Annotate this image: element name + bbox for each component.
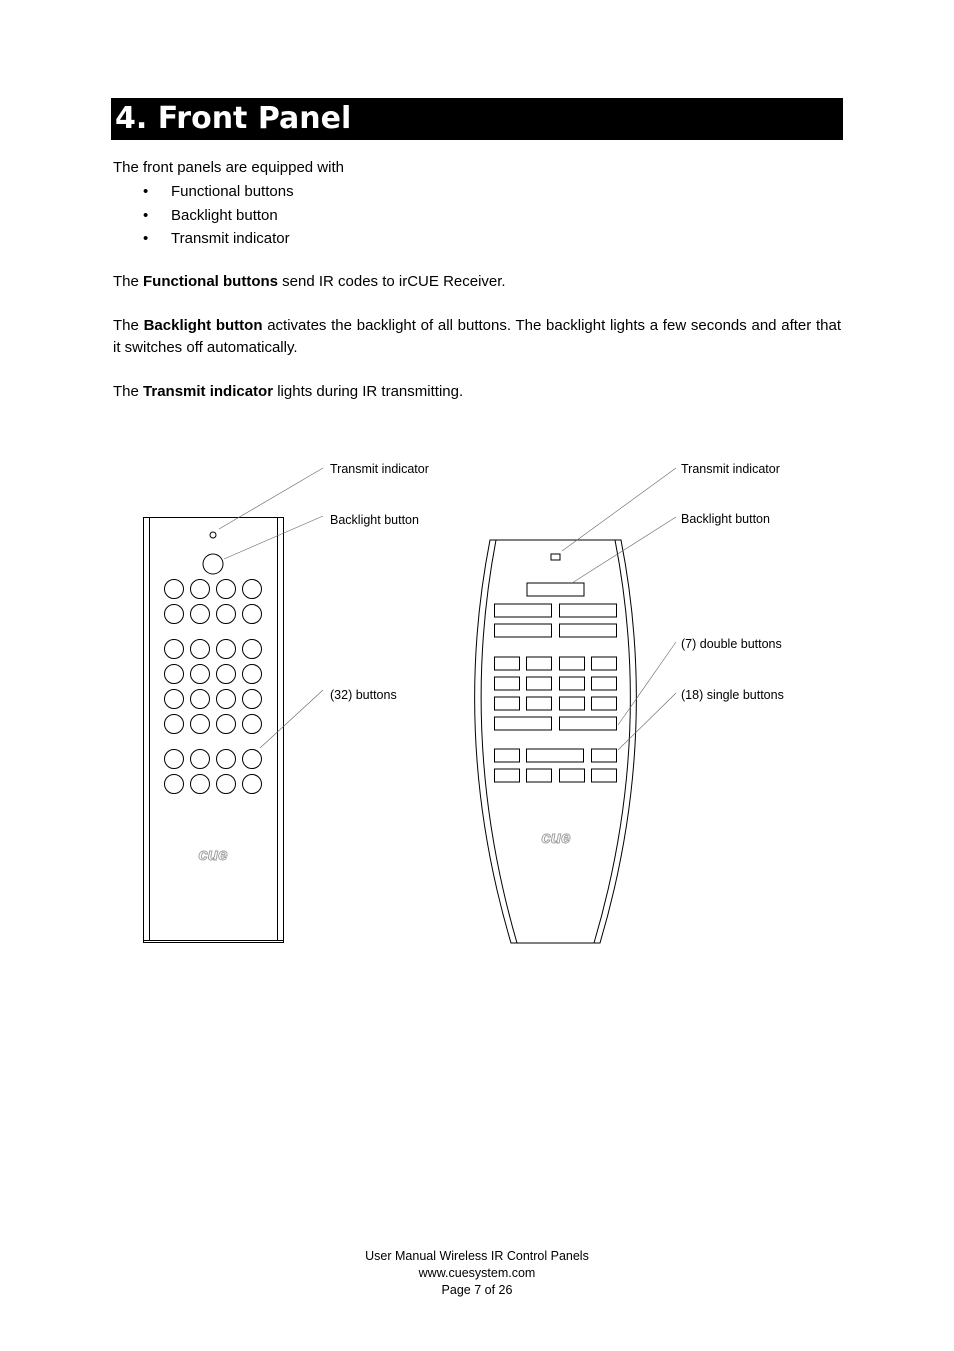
double-button <box>495 604 552 617</box>
double-button <box>560 604 617 617</box>
round-button <box>191 640 210 659</box>
round-button <box>165 715 184 734</box>
round-button <box>191 605 210 624</box>
round-button <box>217 665 236 684</box>
transmit-indicator-icon <box>551 554 560 560</box>
paragraph-backlight-button: The Backlight button activates the backlight of all buttons. The backlight lights a few seconds and after that it switches off automatically. <box>113 317 842 356</box>
round-button <box>191 715 210 734</box>
round-button <box>243 640 262 659</box>
single-button <box>560 677 585 690</box>
round-button <box>217 580 236 599</box>
round-button <box>243 775 262 794</box>
round-button <box>191 775 210 794</box>
transmit-indicator-icon <box>210 532 216 538</box>
round-button <box>191 750 210 769</box>
double-button <box>560 717 617 730</box>
single-button <box>560 769 585 782</box>
list-item: • Functional buttons <box>113 180 294 204</box>
single-button <box>560 697 585 710</box>
bullet-icon: • <box>143 183 149 200</box>
round-button <box>243 580 262 599</box>
round-button-grid <box>165 580 262 794</box>
footer-title: User Manual Wireless IR Control Panels <box>365 1249 589 1263</box>
round-button <box>165 580 184 599</box>
round-button <box>243 715 262 734</box>
round-button <box>217 750 236 769</box>
label-transmit-indicator: Transmit indicator <box>330 462 429 476</box>
round-button <box>243 750 262 769</box>
single-button <box>495 697 520 710</box>
list-item: • Backlight button <box>113 204 294 228</box>
label-32-buttons: (32) buttons <box>330 688 397 702</box>
cue-logo: cue <box>541 828 571 847</box>
backlight-button-icon <box>203 554 223 574</box>
single-button <box>527 657 552 670</box>
backlight-button-icon <box>527 583 584 596</box>
round-button <box>165 775 184 794</box>
bullet-icon: • <box>143 206 149 224</box>
round-button <box>217 715 236 734</box>
paragraph-functional-buttons: The Functional buttons send IR codes to irCUE Receiver. <box>113 273 506 290</box>
section-heading-text: 4. Front Panel <box>115 101 352 136</box>
single-button <box>592 769 617 782</box>
label-backlight-button: Backlight button <box>681 512 770 526</box>
single-button <box>592 677 617 690</box>
round-button <box>243 690 262 709</box>
round-button <box>217 775 236 794</box>
round-button <box>165 605 184 624</box>
rect-button-grid <box>495 604 617 782</box>
single-button <box>560 657 585 670</box>
round-button <box>243 605 262 624</box>
bullet-icon: • <box>143 230 149 247</box>
round-button <box>191 690 210 709</box>
list-item: • Transmit indicator <box>113 227 294 251</box>
label-double-buttons: (7) double buttons <box>681 637 782 651</box>
single-button <box>592 749 617 762</box>
footer-website: www.cuesystem.com <box>418 1266 536 1280</box>
round-button <box>191 665 210 684</box>
double-button <box>495 717 552 730</box>
intro-text: The front panels are equipped with <box>113 159 344 176</box>
double-button <box>560 624 617 637</box>
round-button <box>165 750 184 769</box>
single-button <box>495 677 520 690</box>
label-backlight-button: Backlight button <box>330 513 419 527</box>
round-button <box>165 665 184 684</box>
round-button <box>243 665 262 684</box>
round-button <box>217 690 236 709</box>
section-heading <box>111 98 843 140</box>
curved-remote-diagram <box>475 540 637 943</box>
round-button <box>191 580 210 599</box>
single-button <box>495 749 520 762</box>
single-button <box>495 657 520 670</box>
label-single-buttons: (18) single buttons <box>681 688 784 702</box>
front-panel-figure <box>0 440 954 960</box>
round-button <box>165 690 184 709</box>
rectangular-remote-diagram <box>144 518 284 943</box>
paragraph-transmit-indicator: The Transmit indicator lights during IR transmitting. <box>113 383 464 400</box>
double-button <box>495 624 552 637</box>
label-transmit-indicator: Transmit indicator <box>681 462 780 476</box>
single-button <box>495 769 520 782</box>
single-button <box>527 677 552 690</box>
round-button <box>217 605 236 624</box>
double-button <box>527 749 584 762</box>
single-button <box>592 697 617 710</box>
single-button <box>527 769 552 782</box>
round-button <box>217 640 236 659</box>
footer-page-number: Page 7 of 26 <box>441 1283 513 1297</box>
single-button <box>527 697 552 710</box>
page-footer <box>0 1248 954 1299</box>
cue-logo: cue <box>198 845 228 864</box>
feature-list <box>113 180 294 251</box>
single-button <box>592 657 617 670</box>
round-button <box>165 640 184 659</box>
